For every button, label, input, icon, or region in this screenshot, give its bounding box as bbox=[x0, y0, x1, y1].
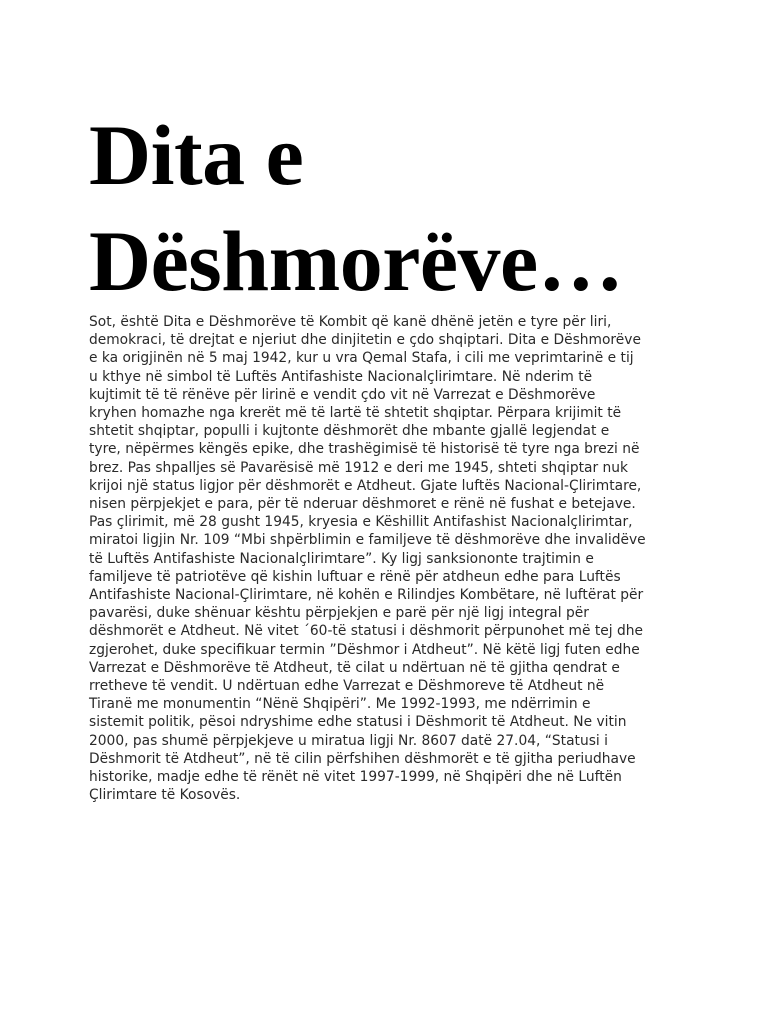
body-line: rretheve të vendit. U ndërtuan edhe Varrezat e Dëshmoreve të Atdheut në bbox=[89, 678, 605, 695]
body-line: Çlirimtare të Kosovës. bbox=[89, 787, 241, 804]
body-line: Tiranë me monumentin “Nënë Shqipëri”. Me 1992-1993, me ndërrimin e bbox=[89, 696, 591, 713]
body-line: Sot, është Dita e Dëshmorëve të Kombit që kanë dhënë jetën e tyre për liri, bbox=[89, 314, 612, 330]
body-line: Antifashiste Nacional-Çlirimtare, në kohën e Rilindjes Kombëtare, në luftërat për bbox=[89, 587, 644, 604]
body-line: 2000, pas shumë përpjekjeve u miratua ligji Nr. 8607 datë 27.04, “Statusi i bbox=[89, 732, 608, 749]
document-title bbox=[89, 102, 729, 314]
body-line: sistemit politik, pësoi ndryshime edhe statusi i Dëshmorit të Atdheut. Ne vitin bbox=[89, 714, 627, 731]
body-line: dëshmorët e Atdheut. Në vitet ´60-të statusi i dëshmorit përpunohet më tej dhe bbox=[89, 623, 643, 640]
document-title-line-2: Dëshmorëve… bbox=[89, 213, 624, 309]
body-line: nisen përpjekjet e para, për të nderuar dëshmoret e rënë në fushat e betejave. bbox=[89, 496, 636, 513]
body-line: zgjerohet, duke specifikuar termin ”Dëshmor i Atdheut”. Në këtë ligj futen edhe bbox=[89, 641, 640, 658]
document-body bbox=[89, 313, 681, 804]
body-line: Varrezat e Dëshmorëve të Atdheut, të cilat u ndërtuan në të gjitha qendrat e bbox=[89, 659, 620, 676]
body-line: tyre, nëpërmes këngës epike, dhe trashëgimisë të historisë të tyre nga brezi në bbox=[89, 441, 640, 458]
body-line: Pas çlirimit, më 28 gusht 1945, kryesia e Këshillit Antifashist Nacionalçlirimtar, bbox=[89, 514, 633, 531]
body-line: kujtimit të të rënëve për lirinë e vendit çdo vit në Varrezat e Dëshmorëve bbox=[89, 386, 596, 403]
body-line: miratoi ligjin Nr. 109 “Mbi shpërblimin e familjeve të dëshmorëve dhe invalidëve bbox=[89, 532, 646, 549]
body-line: kryhen homazhe nga krerët më të lartë të shtetit shqiptar. Përpara krijimit të bbox=[89, 405, 622, 422]
body-line: demokraci, të drejtat e njeriut dhe dinjitetin e çdo shqiptari. Dita e Dëshmorëve bbox=[89, 332, 641, 349]
body-line: historike, madje edhe të rënët në vitet 1997-1999, në Shqipëri dhe në Luftën bbox=[89, 769, 622, 786]
body-line: brez. Pas shpalljes së Pavarësisë më 1912 e deri me 1945, shteti shqiptar nuk bbox=[89, 459, 629, 476]
body-line: e ka origjinën në 5 maj 1942, kur u vra Qemal Stafa, i cili me veprimtarinë e tij bbox=[89, 350, 634, 367]
body-line: u kthye në simbol të Luftës Antifashiste Nacionalçlirimtare. Në nderim të bbox=[89, 368, 593, 385]
body-line: shtetit shqiptar, populli i kujtonte dëshmorët dhe mbante gjallë legjendat e bbox=[89, 423, 610, 440]
document-title-line-1: Dita e bbox=[89, 107, 304, 203]
body-line: Dëshmorit të Atdheut”, në të cilin përfshihen dëshmorët e të gjitha periudhave bbox=[89, 750, 636, 767]
body-line: të Luftës Antifashiste Nacionalçlirimtare”. Ky ligj sanksiononte trajtimin e bbox=[89, 550, 594, 567]
body-line: pavarësi, duke shënuar kështu përpjekjen e parë për një ligj integral për bbox=[89, 605, 589, 622]
body-line: familjeve të patriotëve që kishin luftuar e rënë për atdheun edhe para Luftës bbox=[89, 568, 621, 585]
body-line: krijoi një status ligjor për dëshmorët e Atdheut. Gjate luftës Nacional-Çlirimtare, bbox=[89, 477, 642, 494]
